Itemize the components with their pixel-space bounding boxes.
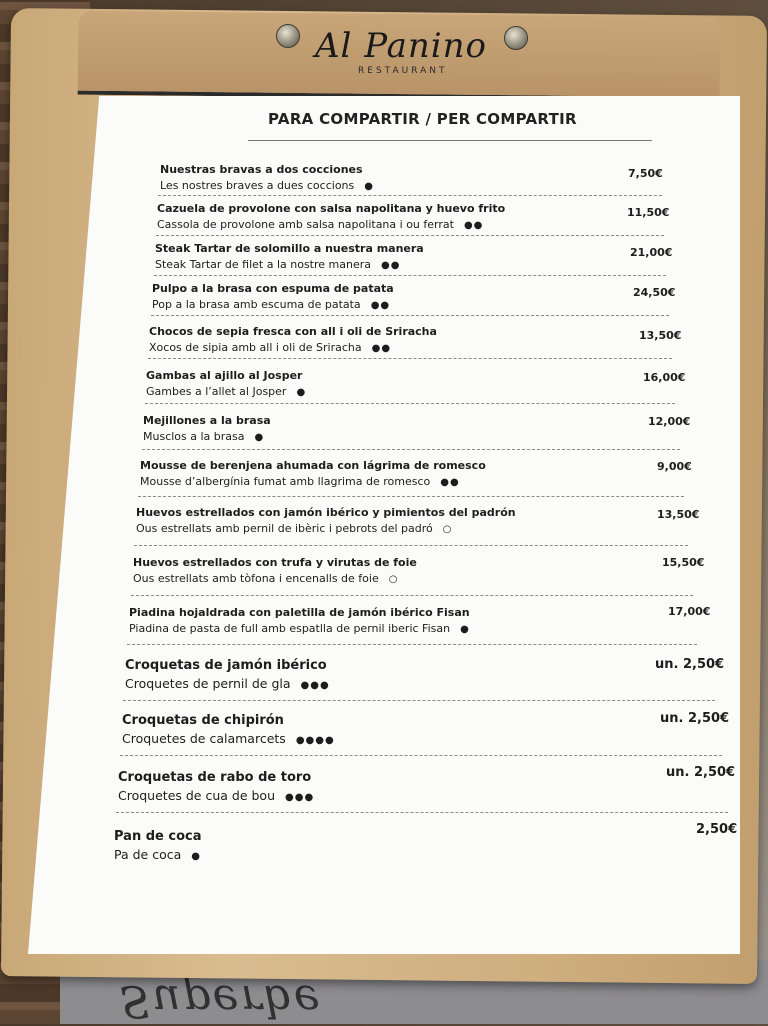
item-divider — [158, 195, 662, 196]
item-price: 9,00€ — [657, 460, 692, 473]
item-name-es: Huevos estrellados con trufa y virutas de foie — [133, 556, 417, 569]
allergen-icon: ●● — [381, 260, 401, 271]
item-name-es: Croquetas de rabo de toro — [118, 770, 312, 785]
section-title: PARA COMPARTIR / PER COMPARTIR — [268, 110, 577, 128]
item-name-ca: Pop a la brasa amb escuma de patata ●● — [152, 298, 391, 311]
item-divider — [123, 700, 715, 701]
menu-item — [129, 606, 470, 635]
item-name-es: Mousse de berenjena ahumada con lágrima de romesco — [140, 459, 486, 472]
restaurant-logo-subtitle: RESTAURANT — [358, 66, 448, 76]
menu-item — [118, 770, 314, 803]
item-divider — [131, 595, 693, 596]
item-divider — [156, 235, 664, 236]
item-divider — [116, 812, 728, 813]
allergen-icon: ●● — [370, 300, 391, 311]
item-name-ca: Xocos de sipia amb all i oli de Sriracha ●● — [149, 341, 392, 354]
item-name-es: Croquetas de chipirón — [122, 713, 284, 728]
menu-item — [152, 282, 394, 311]
menu-item — [146, 369, 306, 398]
menu-item — [160, 163, 374, 192]
allergen-icon: ●●●● — [295, 735, 335, 746]
item-divider — [134, 545, 688, 546]
item-price: 7,50€ — [628, 167, 663, 180]
item-divider — [142, 449, 680, 450]
item-name-ca: Mousse d’albergínia fumat amb llagrima de romesco ●● — [140, 475, 460, 488]
item-name-ca: Gambes a l’allet al Josper ● — [146, 385, 307, 398]
item-price: 11,50€ — [627, 206, 670, 219]
item-name-es: Mejillones a la brasa — [143, 414, 271, 427]
allergen-icon: ● — [296, 387, 307, 398]
item-name-ca: Steak Tartar de filet a la nostre manera ●● — [155, 258, 401, 271]
allergen-icon: ●●● — [285, 792, 315, 803]
item-name-ca: Ous estrellats amb pernil de ibèric i pebrots del padró ○ — [136, 522, 453, 535]
item-price: 21,00€ — [630, 246, 673, 259]
rivet-left-icon — [276, 24, 300, 48]
rivet-right-icon — [504, 26, 528, 50]
item-divider — [154, 275, 666, 276]
menu-item — [140, 459, 486, 488]
item-divider — [151, 315, 669, 316]
item-name-es: Nuestras bravas a dos cocciones — [160, 163, 363, 176]
item-name-ca: Ous estrellats amb tòfona i encenalls de foie ○ — [133, 572, 399, 585]
item-divider — [120, 755, 722, 756]
item-name-es: Steak Tartar de solomillo a nuestra manera — [155, 242, 424, 255]
item-divider — [138, 496, 684, 497]
item-price: 2,50€ — [696, 822, 738, 837]
title-divider — [248, 140, 652, 141]
item-price: 13,50€ — [639, 329, 682, 342]
item-price: un. 2,50€ — [660, 711, 730, 726]
item-price: 12,00€ — [648, 415, 691, 428]
item-price: 17,00€ — [668, 605, 711, 618]
item-divider — [127, 644, 697, 645]
allergen-icon: ● — [364, 181, 374, 192]
item-name-es: Cazuela de provolone con salsa napolitana y huevo frito — [157, 202, 506, 215]
item-name-ca: Croquetes de cua de bou ●●● — [118, 788, 315, 803]
item-price: 16,00€ — [643, 371, 686, 384]
menu-item — [133, 556, 417, 585]
item-price: un. 2,50€ — [666, 765, 736, 780]
item-price: un. 2,50€ — [655, 657, 725, 672]
item-name-ca: Croquetes de pernil de gla ●●● — [125, 676, 330, 691]
item-name-es: Croquetas de jamón ibérico — [125, 658, 327, 673]
menu-item — [136, 506, 516, 535]
item-name-es: Pulpo a la brasa con espuma de patata — [152, 282, 394, 295]
item-price: 13,50€ — [657, 508, 700, 521]
allergen-icon: ● — [191, 851, 201, 862]
allergen-icon: ●● — [440, 477, 460, 488]
menu-item — [155, 242, 424, 271]
item-name-ca: Musclos a la brasa ● — [143, 430, 265, 443]
allergen-icon: ○ — [388, 574, 399, 585]
menu-item — [114, 829, 202, 862]
restaurant-logo: Al Panino — [315, 26, 487, 66]
item-price: 15,50€ — [662, 556, 705, 569]
allergen-icon: ●● — [371, 343, 392, 354]
allergen-icon: ● — [460, 624, 470, 635]
item-name-ca: Croquetes de calamarcets ●●●● — [122, 731, 335, 746]
allergen-icon: ●●● — [300, 680, 330, 691]
menu-item — [143, 414, 271, 443]
menu-item — [149, 325, 437, 354]
item-name-es: Chocos de sepia fresca con all i oli de Sriracha — [149, 325, 437, 338]
item-name-es: Piadina hojaldrada con paletilla de jamón ibérico Fisan — [129, 606, 470, 619]
item-name-ca: Pa de coca ● — [114, 847, 201, 862]
item-name-es: Pan de coca — [114, 829, 202, 844]
item-name-ca: Piadina de pasta de full amb espatlla de pernil iberic Fisan ● — [129, 622, 470, 635]
menu-item — [122, 713, 335, 746]
item-divider — [145, 403, 675, 404]
item-name-ca: Les nostres braves a dues coccions ● — [160, 179, 374, 192]
fabric-print-text: Superbe — [120, 975, 322, 1026]
menu-item — [157, 202, 505, 231]
item-divider — [148, 358, 672, 359]
item-name-es: Gambas al ajillo al Josper — [146, 369, 303, 382]
allergen-icon: ●● — [463, 220, 484, 231]
menu-item — [125, 658, 330, 691]
item-name-es: Huevos estrellados con jamón ibérico y pimientos del padrón — [136, 506, 516, 519]
item-price: 24,50€ — [633, 286, 676, 299]
allergen-icon: ○ — [442, 524, 453, 535]
allergen-icon: ● — [254, 432, 265, 443]
item-name-ca: Cassola de provolone amb salsa napolitana i ou ferrat ●● — [157, 218, 484, 231]
